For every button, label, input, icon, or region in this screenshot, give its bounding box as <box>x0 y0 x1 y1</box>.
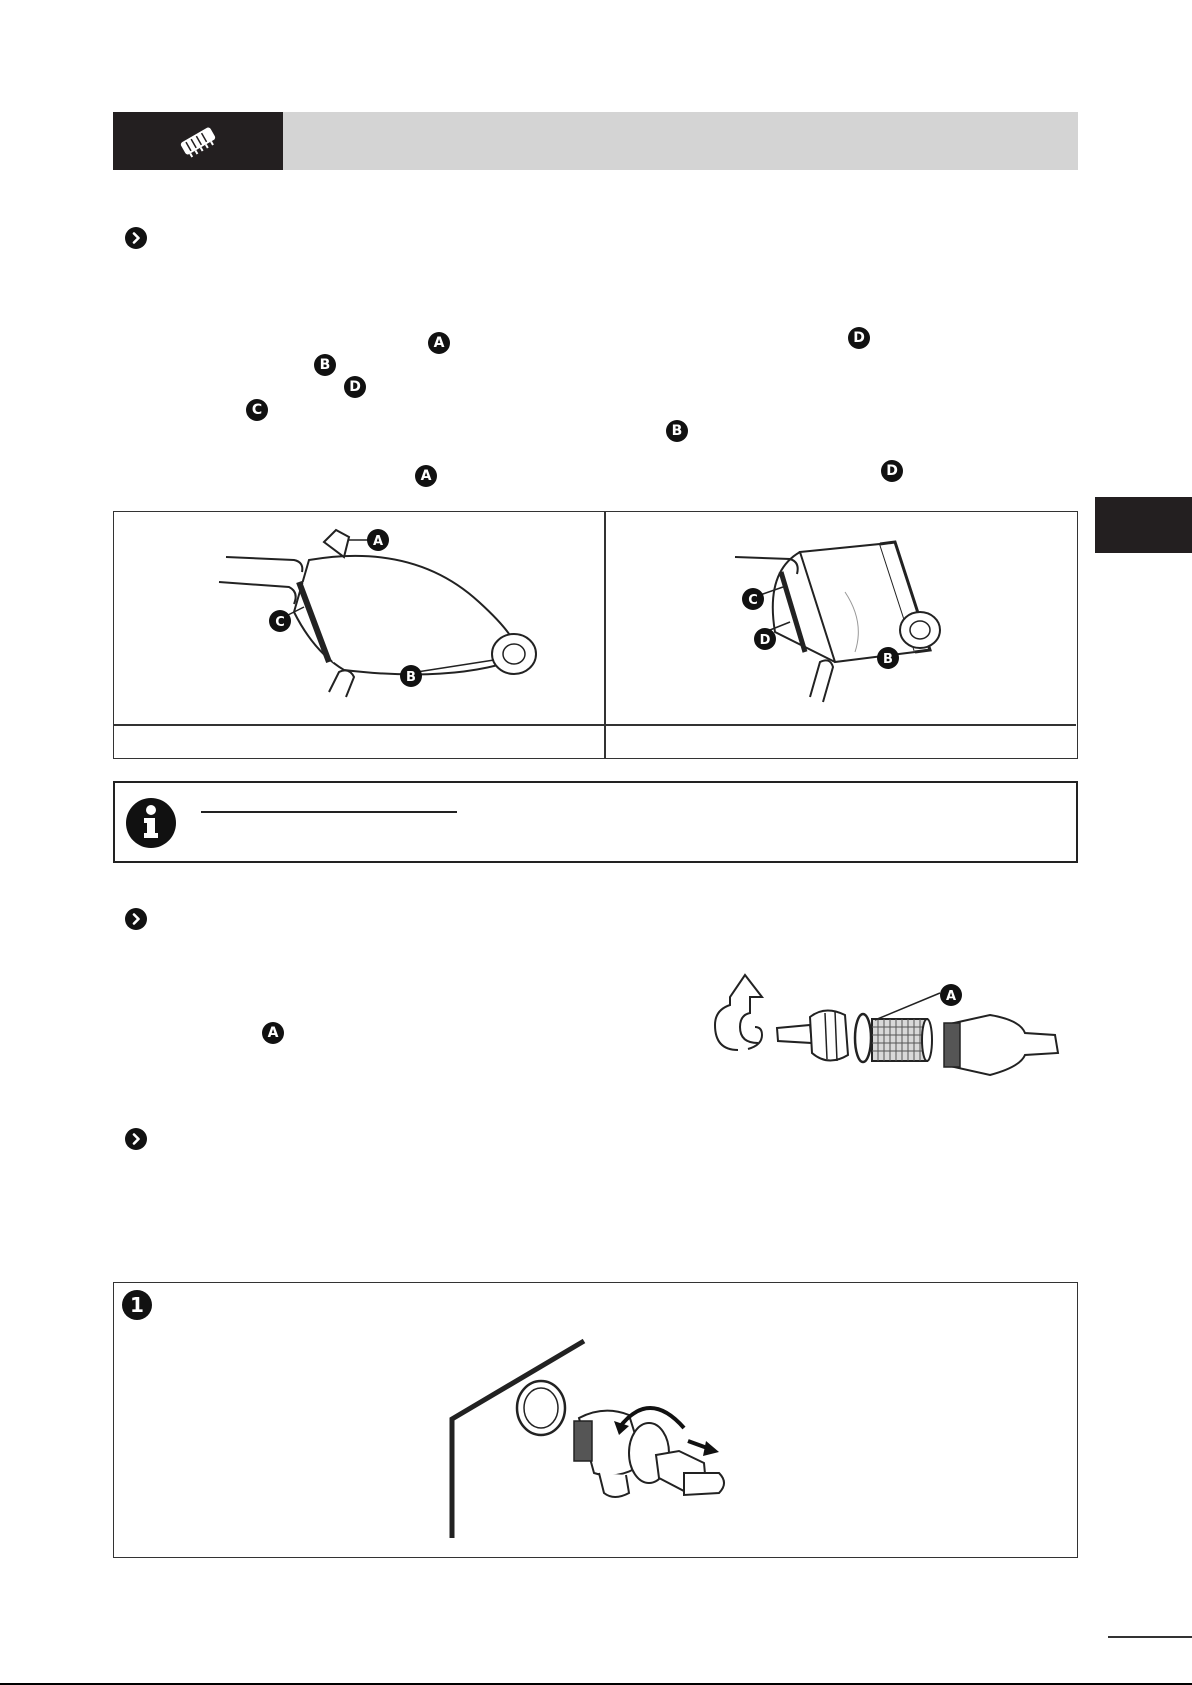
section-chevron-icon <box>125 227 147 249</box>
wall-fitting-illustration <box>444 1333 774 1543</box>
marker-b: B <box>314 354 336 376</box>
callout-label: C <box>748 593 758 608</box>
marker-a: A <box>262 1022 284 1044</box>
marker-d: D <box>344 376 366 398</box>
info-icon <box>125 797 177 849</box>
rotate-arrow-icon <box>715 975 762 1050</box>
info-heading-underline <box>201 811 457 813</box>
filter-bag-illustration-right <box>605 512 1075 724</box>
marker-d: D <box>881 460 903 482</box>
section-chevron-icon <box>125 908 147 930</box>
step-number-badge: 1 <box>122 1290 152 1320</box>
marker-d: D <box>848 327 870 349</box>
header-title-bar <box>283 112 1078 170</box>
table-caption-rule <box>114 724 1076 726</box>
figure-table <box>113 511 1078 759</box>
brush-icon <box>113 112 283 170</box>
marker-b: B <box>666 420 688 442</box>
section-chevron-icon <box>125 1128 147 1150</box>
chapter-side-tab <box>1095 497 1192 553</box>
callout-label: D <box>759 633 771 648</box>
callout-label: B <box>883 652 893 667</box>
header-icon-block <box>113 112 283 170</box>
filter-bag-illustration-left <box>114 512 604 724</box>
marker-a: A <box>415 465 437 487</box>
step-box <box>113 1282 1078 1558</box>
callout-label: A <box>372 534 384 549</box>
callout-label: A <box>945 989 957 1004</box>
hose-filter-illustration <box>700 965 1080 1095</box>
callout-label: B <box>406 670 416 685</box>
footer-rule <box>1108 1636 1192 1638</box>
marker-c: C <box>246 399 268 421</box>
callout-label: C <box>275 615 285 630</box>
info-note-box <box>113 781 1078 863</box>
marker-a: A <box>428 332 450 354</box>
